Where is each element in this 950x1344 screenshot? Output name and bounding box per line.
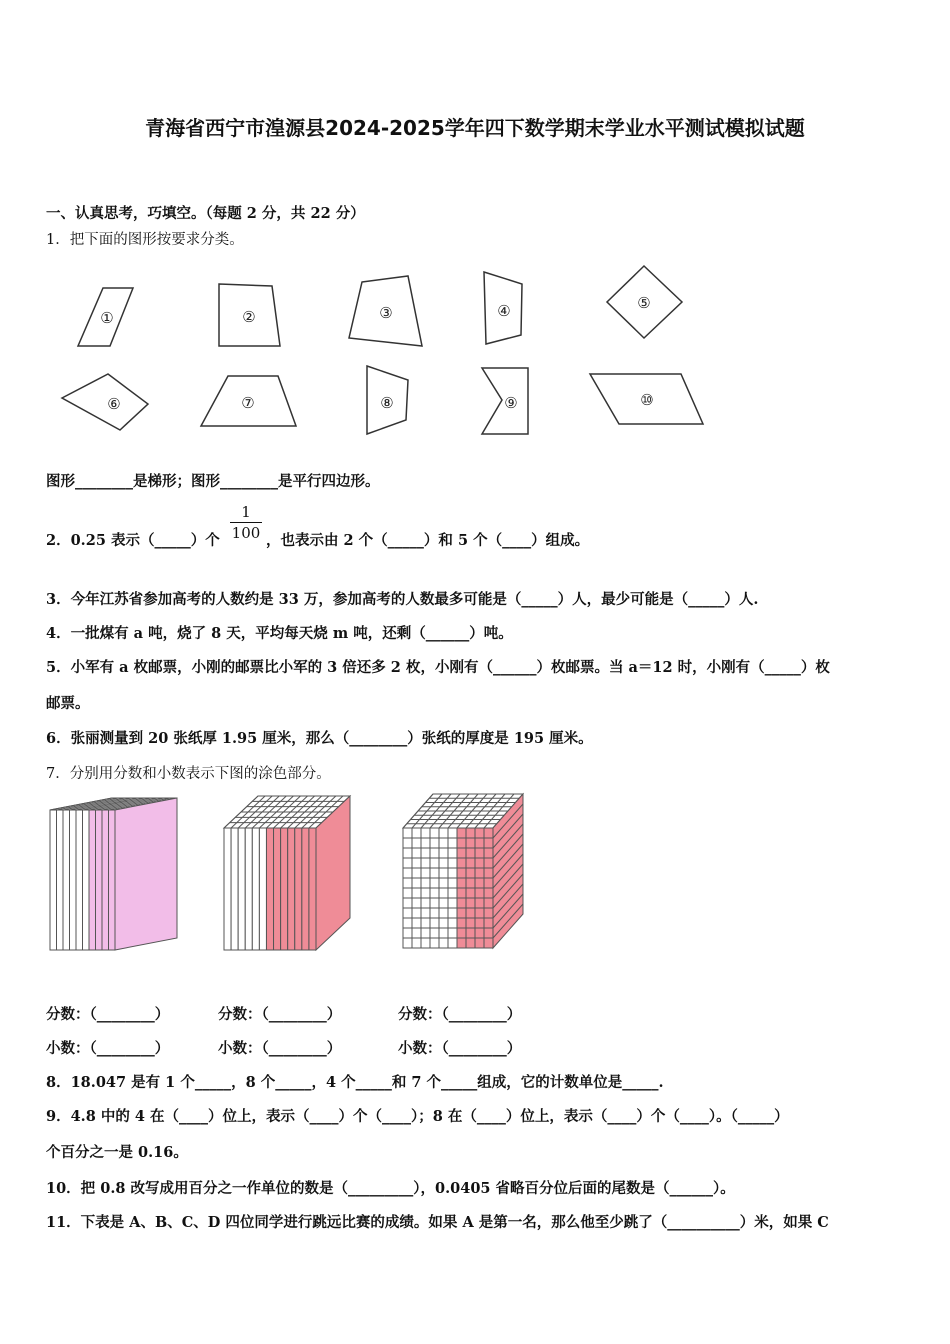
question-5-line-2: 邮票。 — [46, 695, 90, 712]
question-1: 1．把下面的图形按要求分类。 — [46, 232, 244, 248]
shapes-figure — [0, 258, 950, 458]
question-3: 3．今年江苏省参加高考的人数约是 33 万，参加高考的人数最多可能是（_____）人，最少可能是（_____）人. — [46, 591, 759, 608]
q7-fraction-3: 分数：（________） — [398, 1006, 522, 1023]
question-2-part-b: ，也表示由 2 个（_____）和 5 个（____）组成。 — [266, 532, 590, 549]
q7-fraction-1: 分数：（________） — [46, 1006, 170, 1023]
shape-label-8: ⑧ — [380, 394, 394, 412]
question-10: 10．把 0.8 改写成用百分之一作单位的数是（_________），0.0405 省略百分位后面的尾数是（______）。 — [46, 1180, 735, 1197]
question-2-part-a: 2．0.25 表示（_____）个 — [46, 532, 220, 549]
question-11: 11．下表是 A、B、C、D 四位同学进行跳远比赛的成绩。如果 A 是第一名，那么他至少跳了（__________）米，如果 C — [46, 1214, 829, 1231]
question-5-line-1: 5．小军有 a 枚邮票，小刚的邮票比小军的 3 倍还多 2 枚，小刚有（______）枚邮票。当 a＝12 时，小刚有（_____）枚 — [46, 659, 830, 676]
cube-2 — [224, 796, 350, 950]
cube-3 — [403, 794, 523, 948]
shape-label-6: ⑥ — [107, 395, 121, 413]
page-title: 青海省西宁市湟源县2024-2025学年四下数学期末学业水平测试模拟试题 — [145, 116, 805, 140]
shape-label-9: ⑨ — [504, 394, 518, 412]
question-1-answer: 图形________是梯形；图形________是平行四边形。 — [46, 473, 380, 490]
fraction-1-100 — [228, 502, 264, 543]
question-9-line-2: 个百分之一是 0.16。 — [46, 1144, 188, 1161]
cube-1 — [50, 798, 177, 950]
question-9-line-1: 9．4.8 中的 4 在（____）位上，表示（____）个（____）；8 在（____）位上，表示（____）个（____）。（_____） — [46, 1108, 789, 1125]
q7-decimal-3: 小数：（________） — [398, 1040, 522, 1057]
shape-label-5: ⑤ — [637, 294, 651, 312]
question-7: 7．分别用分数和小数表示下图的涂色部分。 — [46, 766, 331, 782]
question-4: 4．一批煤有 a 吨，烧了 8 天，平均每天烧 m 吨，还剩（______）吨。 — [46, 625, 513, 642]
q7-fraction-2: 分数：（________） — [218, 1006, 342, 1023]
fraction-numerator: 1 — [241, 503, 251, 521]
shape-label-10: ⑩ — [640, 391, 654, 409]
shape-label-2: ② — [242, 308, 256, 326]
q7-decimal-2: 小数：（________） — [218, 1040, 342, 1057]
question-8: 8．18.047 是有 1 个_____，8 个_____，4 个_____和 7 个_____组成，它的计数单位是_____. — [46, 1074, 664, 1091]
shape-6 — [62, 374, 148, 430]
section-heading: 一、认真思考，巧填空。（每题 2 分，共 22 分） — [46, 205, 365, 222]
q7-decimal-1: 小数：（________） — [46, 1040, 170, 1057]
shape-label-7: ⑦ — [241, 394, 255, 412]
shape-label-1: ① — [100, 309, 114, 327]
shape-label-3: ③ — [379, 304, 393, 322]
cube-figures — [0, 790, 950, 960]
shape-label-4: ④ — [497, 302, 511, 320]
fraction-denominator: 100 — [231, 524, 261, 542]
question-6: 6．张丽测量到 20 张纸厚 1.95 厘米，那么（________）张纸的厚度是 195 厘米。 — [46, 730, 593, 747]
